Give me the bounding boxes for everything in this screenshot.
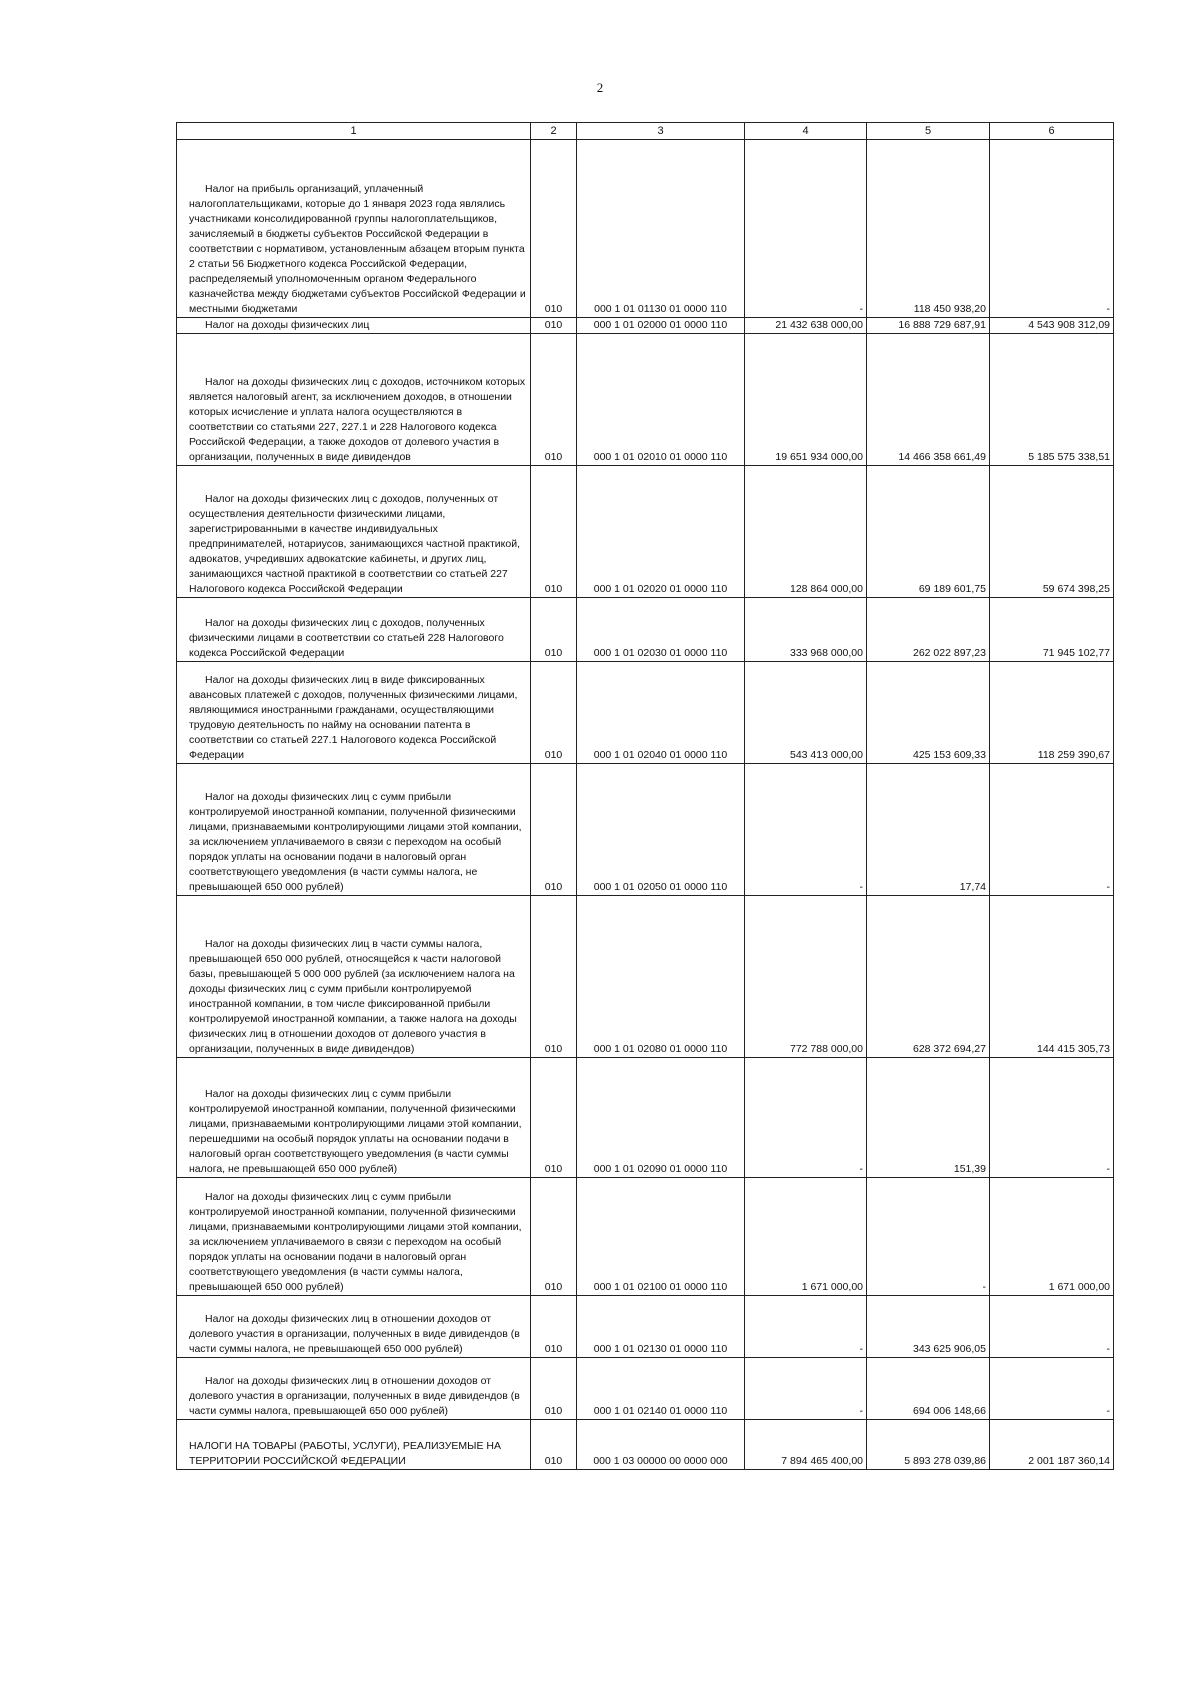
line-code-cell: 010 [531, 1420, 577, 1470]
budget-code-cell: 000 1 01 02050 01 0000 110 [577, 764, 745, 896]
line-code-cell: 010 [531, 662, 577, 764]
executed-amount-cell: - [867, 1178, 990, 1296]
table-row [177, 466, 1114, 598]
table-row [177, 140, 1114, 318]
indicator-name-text: Налог на доходы физических лиц в отношении доходов от долевого участия в организации, полученных в виде дивидендов (в части суммы налога, не превышающей 650 000 рублей) [189, 1313, 520, 1355]
unexecuted-amount-cell: - [990, 140, 1114, 318]
indicator-name-text: Налог на доходы физических лиц с сумм прибыли контролируемой иностранной компании, полученной физическими лицами, признаваемыми контролирующими лицами этой компании, за исключением уплачиваемого в связи с переходом на особый порядок уплаты на основании подачи в налоговый орган соответствующего уведомления (в части суммы налога, превышающей 650 000 рублей) [189, 1191, 522, 1293]
unexecuted-amount-cell: 118 259 390,67 [990, 662, 1114, 764]
budget-code-cell: 000 1 01 01130 01 0000 110 [577, 140, 745, 318]
approved-amount-cell: - [745, 764, 867, 896]
line-code-cell: 010 [531, 1358, 577, 1420]
unexecuted-amount-cell: - [990, 1058, 1114, 1178]
indicator-name-cell [177, 1358, 531, 1420]
unexecuted-amount-cell: 4 543 908 312,09 [990, 318, 1114, 334]
table-row [177, 1178, 1114, 1296]
approved-amount-cell: - [745, 1058, 867, 1178]
indicator-name-text: Налог на доходы физических лиц в отношении доходов от долевого участия в организации, полученных в виде дивидендов (в части суммы налога, превышающей 650 000 рублей) [189, 1375, 520, 1417]
indicator-name-text: Налог на доходы физических лиц в виде фиксированных авансовых платежей с доходов, полученных физическими лицами, являющимися иностранными гражданами, осуществляющими трудовую деятельность по найму на основании патента в соответствии со статьей 227.1 Налогового кодекса Российской Федерации [189, 674, 518, 761]
indicator-name-cell [177, 466, 531, 598]
indicator-name-cell [177, 1058, 531, 1178]
budget-code-cell: 000 1 01 02080 01 0000 110 [577, 896, 745, 1058]
indicator-name-cell [177, 598, 531, 662]
executed-amount-cell: 425 153 609,33 [867, 662, 990, 764]
budget-code-cell: 000 1 01 02130 01 0000 110 [577, 1296, 745, 1358]
table-row [177, 598, 1114, 662]
budget-code-cell: 000 1 01 02090 01 0000 110 [577, 1058, 745, 1178]
line-code-cell: 010 [531, 1058, 577, 1178]
approved-amount-cell: 7 894 465 400,00 [745, 1420, 867, 1470]
line-code-cell: 010 [531, 896, 577, 1058]
indicator-name-text: Налог на доходы физических лиц [205, 319, 370, 331]
approved-amount-cell: 19 651 934 000,00 [745, 334, 867, 466]
indicator-name-cell [177, 662, 531, 764]
table-row [177, 1358, 1114, 1420]
unexecuted-amount-cell: 59 674 398,25 [990, 466, 1114, 598]
budget-code-cell: 000 1 01 02020 01 0000 110 [577, 466, 745, 598]
unexecuted-amount-cell: - [990, 764, 1114, 896]
table-row [177, 1420, 1114, 1470]
executed-amount-cell: 262 022 897,23 [867, 598, 990, 662]
line-code-cell: 010 [531, 318, 577, 334]
indicator-name-text: Налог на доходы физических лиц с доходов, полученных физическими лицами в соответствии со статьей 228 Налогового кодекса Российской Федерации [189, 617, 504, 659]
approved-amount-cell: 21 432 638 000,00 [745, 318, 867, 334]
indicator-name-text: Налог на доходы физических лиц с сумм прибыли контролируемой иностранной компании, полученной физическими лицами, признаваемыми контролирующими лицами этой компании, перешедшими на особый порядок уплаты на основании подачи в налоговый орган соответствующего уведомления (в части суммы налога, не превышающей 650 000 рублей) [189, 1088, 522, 1175]
budget-code-cell: 000 1 01 02000 01 0000 110 [577, 318, 745, 334]
indicator-name-cell [177, 140, 531, 318]
unexecuted-amount-cell: 1 671 000,00 [990, 1178, 1114, 1296]
header-cell-1: 1 [177, 123, 531, 140]
unexecuted-amount-cell: - [990, 1296, 1114, 1358]
line-code-cell: 010 [531, 1178, 577, 1296]
indicator-name-cell [177, 1178, 531, 1296]
indicator-name-text: Налог на доходы физических лиц в части суммы налога, превышающей 650 000 рублей, относящейся к части налоговой базы, превышающей 5 000 000 рублей (за исключением налога на доходы физических лиц с сумм прибыли контролируемой иностранной компании, в том числе фиксированной прибыли контролируемой иностранной компании, а также налога на доходы физических лиц в отношении доходов от долевого участия в организации, полученных в виде дивидендов) [189, 938, 517, 1055]
approved-amount-cell: 128 864 000,00 [745, 466, 867, 598]
approved-amount-cell: - [745, 1358, 867, 1420]
indicator-name-text: Налог на доходы физических лиц с сумм прибыли контролируемой иностранной компании, полученной физическими лицами, признаваемыми контролирующими лицами этой компании, за исключением уплачиваемого в связи с переходом на особый порядок уплаты на основании подачи в налоговый орган соответствующего уведомления (в части суммы налога, не превышающей 650 000 рублей) [189, 791, 522, 893]
table-row [177, 764, 1114, 896]
table-row [177, 1296, 1114, 1358]
executed-amount-cell: 118 450 938,20 [867, 140, 990, 318]
approved-amount-cell: - [745, 1296, 867, 1358]
table-row [177, 334, 1114, 466]
budget-code-cell: 000 1 01 02030 01 0000 110 [577, 598, 745, 662]
executed-amount-cell: 14 466 358 661,49 [867, 334, 990, 466]
unexecuted-amount-cell: - [990, 1358, 1114, 1420]
indicator-name-text: Налог на доходы физических лиц с доходов, источником которых является налоговый агент, за исключением доходов, в отношении которых исчисление и уплата налога осуществляются в соответствии со статьями 227, 227.1 и 228 Налогового кодекса Российской Федерации, а также доходов от долевого участия в организации, полученных в виде дивидендов [189, 376, 526, 463]
executed-amount-cell: 694 006 148,66 [867, 1358, 990, 1420]
approved-amount-cell: 1 671 000,00 [745, 1178, 867, 1296]
indicator-name-cell [177, 1296, 531, 1358]
unexecuted-amount-cell: 71 945 102,77 [990, 598, 1114, 662]
line-code-cell: 010 [531, 140, 577, 318]
executed-amount-cell: 628 372 694,27 [867, 896, 990, 1058]
table-row [177, 662, 1114, 764]
indicator-name-text: Налог на доходы физических лиц с доходов, полученных от осуществления деятельности физическими лицами, зарегистрированными в качестве индивидуальных предпринимателей, нотариусов, занимающихся частной практикой, адвокатов, учредивших адвокатские кабинеты, и других лиц, занимающихся частной практикой в соответствии со статьей 227 Налогового кодекса Российской Федерации [189, 493, 521, 595]
budget-code-cell: 000 1 01 02100 01 0000 110 [577, 1178, 745, 1296]
indicator-name-text: Налог на прибыль организаций, уплаченный налогоплательщиками, которые до 1 января 2023 года являлись участниками консолидированной группы налогоплательщиков, зачисляемый в бюджеты субъектов Российской Федерации в соответствии с нормативом, установленным абзацем вторым пункта 2 статьи 56 Бюджетного кодекса Российской Федерации, распределяемый уполномоченным органом Федерального казначейства между бюджетами субъектов Российской Федерации и местными бюджетами [189, 183, 526, 315]
indicator-name-cell [177, 334, 531, 466]
table-row [177, 318, 1114, 334]
executed-amount-cell: 69 189 601,75 [867, 466, 990, 598]
header-cell-2: 2 [531, 123, 577, 140]
unexecuted-amount-cell: 144 415 305,73 [990, 896, 1114, 1058]
approved-amount-cell: 333 968 000,00 [745, 598, 867, 662]
approved-amount-cell: 772 788 000,00 [745, 896, 867, 1058]
indicator-name-cell [177, 318, 531, 334]
unexecuted-amount-cell: 5 185 575 338,51 [990, 334, 1114, 466]
header-cell-4: 4 [745, 123, 867, 140]
indicator-name-cell [177, 764, 531, 896]
table-row [177, 1058, 1114, 1178]
line-code-cell: 010 [531, 334, 577, 466]
budget-code-cell: 000 1 01 02010 01 0000 110 [577, 334, 745, 466]
table-header-row [177, 123, 1114, 140]
line-code-cell: 010 [531, 598, 577, 662]
header-cell-3: 3 [577, 123, 745, 140]
executed-amount-cell: 5 893 278 039,86 [867, 1420, 990, 1470]
budget-code-cell: 000 1 01 02040 01 0000 110 [577, 662, 745, 764]
indicator-name-text: НАЛОГИ НА ТОВАРЫ (РАБОТЫ, УСЛУГИ), РЕАЛИЗУЕМЫЕ НА ТЕРРИТОРИИ РОССИЙСКОЙ ФЕДЕРАЦИИ [189, 1440, 501, 1467]
executed-amount-cell: 343 625 906,05 [867, 1296, 990, 1358]
unexecuted-amount-cell: 2 001 187 360,14 [990, 1420, 1114, 1470]
executed-amount-cell: 151,39 [867, 1058, 990, 1178]
indicator-name-cell [177, 896, 531, 1058]
indicator-name-cell [177, 1420, 531, 1470]
header-cell-6: 6 [990, 123, 1114, 140]
executed-amount-cell: 16 888 729 687,91 [867, 318, 990, 334]
header-cell-5: 5 [867, 123, 990, 140]
approved-amount-cell: - [745, 140, 867, 318]
budget-code-cell: 000 1 03 00000 00 0000 000 [577, 1420, 745, 1470]
budget-code-cell: 000 1 01 02140 01 0000 110 [577, 1358, 745, 1420]
table-row [177, 896, 1114, 1058]
approved-amount-cell: 543 413 000,00 [745, 662, 867, 764]
page-number: 2 [596, 80, 604, 95]
line-code-cell: 010 [531, 466, 577, 598]
line-code-cell: 010 [531, 1296, 577, 1358]
executed-amount-cell: 17,74 [867, 764, 990, 896]
line-code-cell: 010 [531, 764, 577, 896]
revenue-report-table [176, 122, 1114, 1470]
